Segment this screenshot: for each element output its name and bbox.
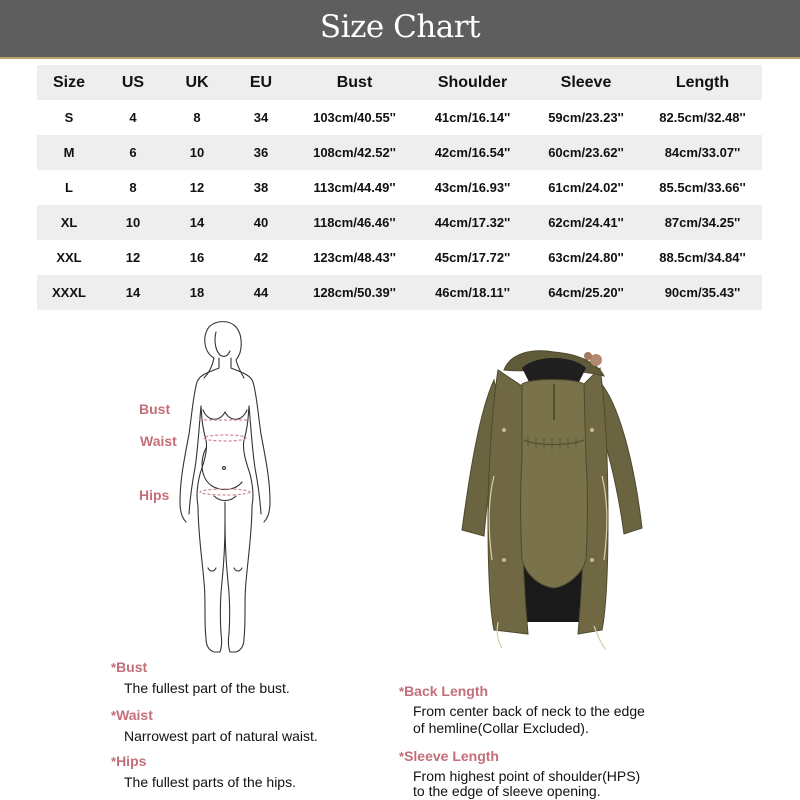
table-cell: 90cm/35.43''	[664, 285, 741, 300]
back-length-definition-title: *Back Length	[399, 683, 489, 699]
table-row	[37, 170, 762, 205]
table-cell: 46cm/18.11''	[435, 285, 510, 300]
table-cell: 61cm/24.02''	[548, 180, 624, 195]
table-cell: 45cm/17.72''	[434, 250, 511, 265]
hooded-parka-coat	[458, 350, 646, 660]
table-cell: 59cm/23.23''	[548, 110, 624, 125]
column-header: Length	[675, 73, 730, 91]
table-cell: 85.5cm/33.66''	[659, 180, 746, 195]
size-table	[37, 65, 762, 310]
column-header: EU	[249, 73, 273, 91]
table-cell: 88.5cm/34.84''	[659, 250, 746, 265]
sleeve-length-definition-title: *Sleeve Length	[399, 748, 499, 764]
waist-definition-text: Narrowest part of natural waist.	[124, 728, 318, 744]
table-cell: 82.5cm/32.48''	[659, 110, 746, 125]
hips-label: Hips	[139, 487, 170, 503]
sleeve-length-definition-text-1: From highest point of shoulder(HPS)	[413, 768, 641, 784]
table-cell: XXXL	[52, 285, 86, 300]
table-cell: 6	[129, 145, 137, 160]
table-cell: 128cm/50.39''	[313, 285, 396, 300]
table-cell: 10	[189, 145, 205, 160]
table-cell: 18	[189, 285, 205, 300]
table-cell: 44	[253, 285, 269, 300]
back-length-definition-text-1: From center back of neck to the edge	[413, 703, 645, 719]
table-cell: 123cm/48.43''	[313, 250, 396, 265]
waist-definition-title: *Waist	[111, 707, 153, 723]
sleeve-length-definition-title-text: Sleeve Length	[404, 748, 499, 764]
table-cell: 41cm/16.14''	[434, 110, 511, 125]
table-cell: L	[65, 180, 73, 195]
bust-definition-title: *Bust	[111, 659, 148, 675]
table-cell: 108cm/42.52''	[313, 145, 396, 160]
table-cell: 8	[193, 110, 201, 125]
table-cell: 118cm/46.46''	[313, 215, 396, 230]
table-cell: 40	[253, 215, 269, 230]
table-cell: 36	[253, 145, 269, 160]
table-cell: 16	[189, 250, 205, 265]
table-cell: 60cm/23.62''	[548, 145, 624, 160]
table-cell: S	[64, 110, 74, 125]
column-header: Shoulder	[437, 73, 508, 91]
table-cell: 14	[125, 285, 141, 300]
table-cell: 38	[253, 180, 269, 195]
bust-label: Bust	[139, 401, 171, 417]
table-cell: 12	[125, 250, 141, 265]
hips-definition-title: *Hips	[111, 753, 147, 769]
table-cell: M	[63, 145, 75, 160]
waist-definition-title-text: Waist	[116, 707, 153, 723]
table-cell: XL	[60, 215, 78, 230]
table-cell: 42cm/16.54''	[434, 145, 511, 160]
table-cell: 12	[189, 180, 205, 195]
bust-definition-title-text: Bust	[116, 659, 148, 675]
table-cell: 14	[189, 215, 205, 230]
table-cell: 84cm/33.07''	[664, 145, 741, 160]
table-row	[37, 100, 762, 135]
table-cell: 34	[253, 110, 269, 125]
sleeve-length-definition-text-2: to the edge of sleeve opening.	[413, 783, 601, 799]
table-cell: 44cm/17.32''	[434, 215, 511, 230]
column-header: Bust	[336, 73, 373, 91]
hips-definition-title-text: Hips	[116, 753, 147, 769]
table-row	[37, 135, 762, 170]
table-cell: 64cm/25.20''	[548, 285, 624, 300]
table-row	[37, 205, 762, 240]
table-header-row	[37, 65, 762, 100]
table-cell: 4	[129, 110, 137, 125]
page-title: Size Chart	[319, 9, 481, 45]
back-length-definition-text-2: of hemline(Collar Excluded).	[413, 720, 589, 736]
column-header: Sleeve	[560, 73, 612, 91]
table-cell: 10	[125, 215, 141, 230]
table-row	[37, 275, 762, 310]
table-cell: 103cm/40.55''	[313, 110, 396, 125]
table-cell: 63cm/24.80''	[548, 250, 624, 265]
column-header: UK	[185, 73, 209, 91]
waist-label: Waist	[140, 433, 177, 449]
table-cell: 113cm/44.49''	[313, 180, 396, 195]
back-length-definition-title-text: Back Length	[404, 683, 489, 699]
bust-definition-text: The fullest part of the bust.	[124, 680, 290, 696]
table-cell: 43cm/16.93''	[434, 180, 511, 195]
table-cell: 87cm/34.25''	[664, 215, 741, 230]
column-header: US	[121, 73, 145, 91]
table-cell: 42	[253, 250, 269, 265]
hips-definition-text: The fullest parts of the hips.	[124, 774, 296, 790]
table-cell: 8	[129, 180, 137, 195]
table-cell: XXL	[56, 250, 82, 265]
header-bar	[0, 0, 800, 59]
table-row	[37, 240, 762, 275]
column-header: Size	[52, 73, 85, 91]
table-cell: 62cm/24.41''	[548, 215, 624, 230]
body-outline-figure	[170, 318, 280, 656]
